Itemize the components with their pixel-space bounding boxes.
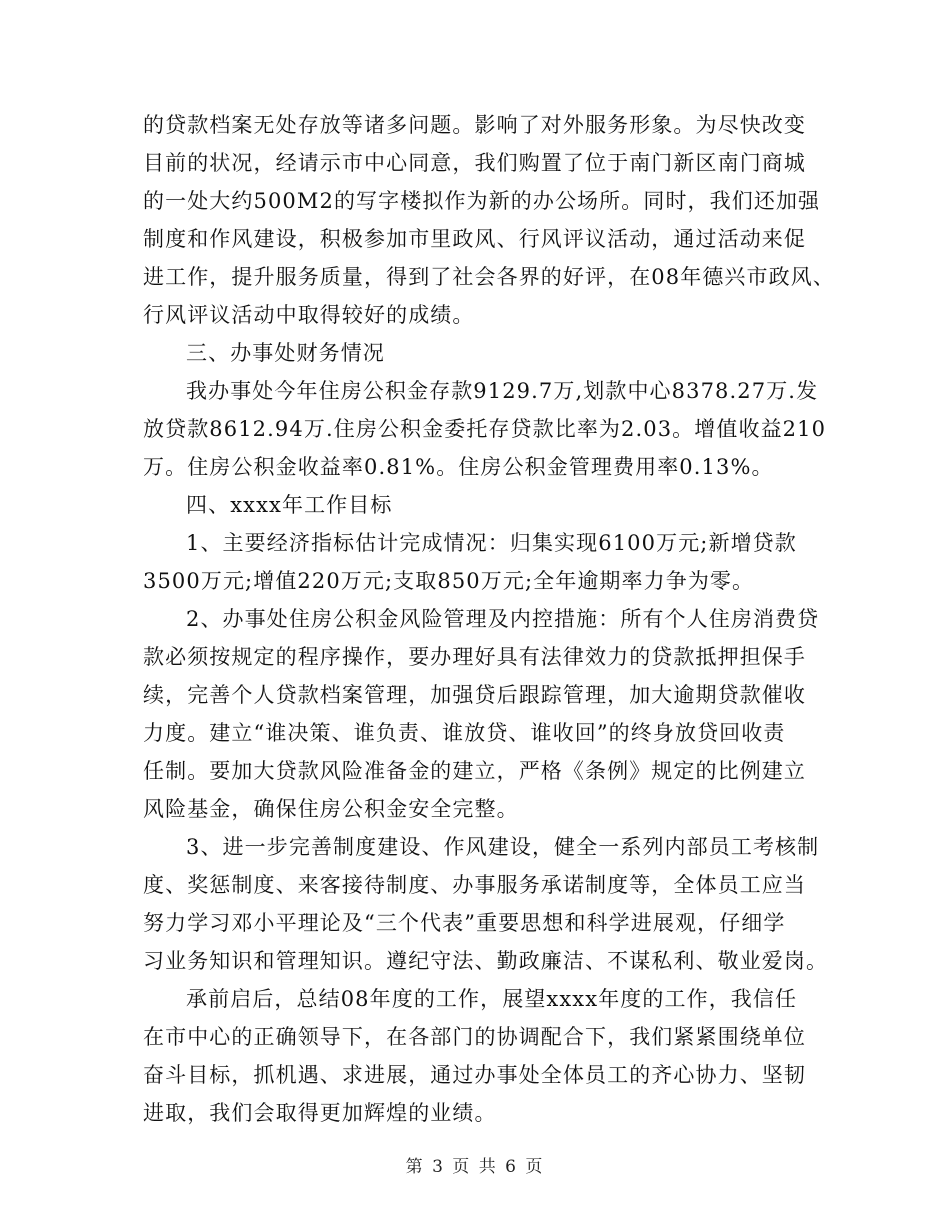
body-line: 制度和作风建设，积极参加市里政风、行风评议活动，通过活动来促 <box>143 227 806 251</box>
body-line: 进工作，提升服务质量，得到了社会各界的好评，在08年德兴市政风、 <box>143 265 835 289</box>
body-line: 的一处大约500M2的写字楼拟作为新的办公场所。同时，我们还加强 <box>143 189 821 213</box>
page-footer: 第 3 页 共 6 页 <box>405 1157 545 1177</box>
body-line: 奋斗目标，抓机遇、求进展，通过办事处全体员工的齐心协力、坚韧 <box>143 1063 806 1087</box>
body-line: 风险基金，确保住房公积金安全完整。 <box>143 797 519 821</box>
body-line: 续，完善个人贷款档案管理，加强贷后跟踪管理，加大逾期贷款催收 <box>143 683 806 707</box>
body-line: 任制。要加大贷款风险准备金的建立，严格《条例》规定的比例建立 <box>143 759 806 783</box>
body-line: 万。住房公积金收益率0.81%。住房公积金管理费用率0.13%。 <box>143 455 774 479</box>
body-line: 2、办事处住房公积金风险管理及内控措施：所有个人住房消费贷 <box>186 607 820 631</box>
body-line: 度、奖惩制度、来客接待制度、办事服务承诺制度等，全体员工应当 <box>143 873 806 897</box>
body-line: 1、主要经济指标估计完成情况：归集实现6100万元;新增贷款 <box>186 531 797 555</box>
section-heading: 三、办事处财务情况 <box>186 341 385 365</box>
body-line: 在市中心的正确领导下，在各部门的协调配合下，我们紧紧围绕单位 <box>143 1025 806 1049</box>
body-line: 3500万元;增值220万元;支取850万元;全年逾期率力争为零。 <box>143 569 755 593</box>
body-line: 承前启后，总结08年度的工作，展望xxxx年度的工作，我信任 <box>186 987 798 1011</box>
body-line: 努力学习邓小平理论及“三个代表”重要思想和科学进展观，仔细学 <box>143 911 786 935</box>
body-line: 放贷款8612.94万.住房公积金委托存贷款比率为2.03。增值收益210 <box>143 417 827 441</box>
body-line: 行风评议活动中取得较好的成绩。 <box>143 303 475 327</box>
body-line: 进取，我们会取得更加辉煌的业绩。 <box>143 1101 497 1125</box>
body-line: 目前的状况，经请示市中心同意，我们购置了位于南门新区南门商城 <box>143 151 806 175</box>
body-line: 习业务知识和管理知识。遵纪守法、勤政廉洁、不谋私利、敬业爱岗。 <box>143 949 829 973</box>
body-line: 款必须按规定的程序操作，要办理好具有法律效力的贷款抵押担保手 <box>143 645 806 669</box>
body-line: 力度。建立“谁决策、谁负责、谁放贷、谁收回”的终身放贷回收责 <box>143 721 786 745</box>
section-heading: 四、xxxx年工作目标 <box>186 493 393 517</box>
body-line: 我办事处今年住房公积金存款9129.7万,划款中心8378.27万.发 <box>186 379 819 403</box>
body-line: 3、进一步完善制度建设、作风建设，健全一系列内部员工考核制 <box>186 835 820 859</box>
body-line: 的贷款档案无处存放等诸多问题。影响了对外服务形象。为尽快改变 <box>143 113 806 137</box>
